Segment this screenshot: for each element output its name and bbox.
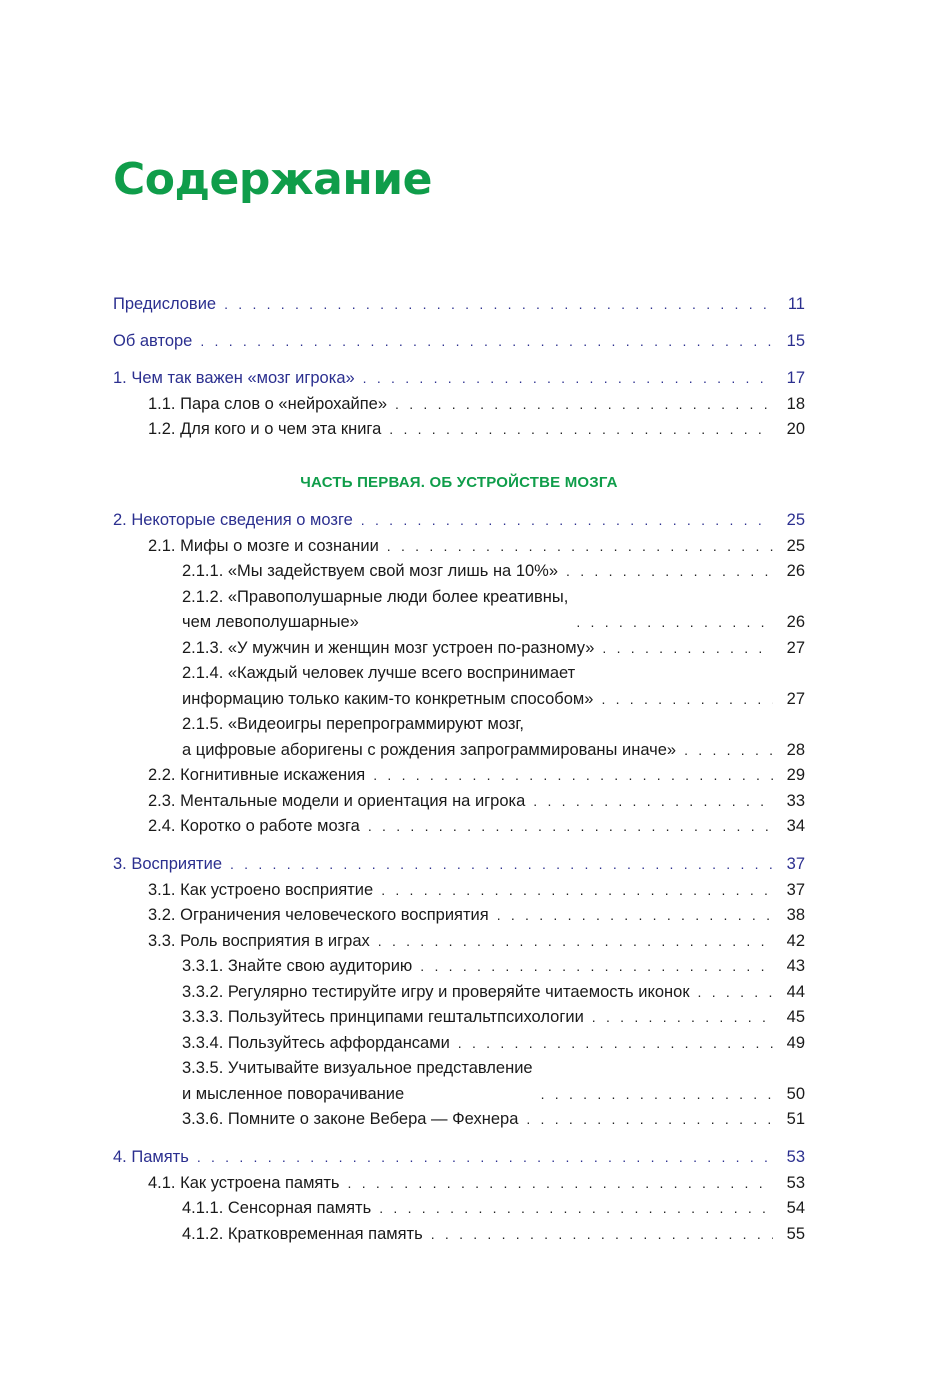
toc-subsection-entry[interactable] [113, 559, 805, 585]
toc-subsection-entry[interactable] [113, 1005, 805, 1031]
toc-entry-label: 4. Память [113, 1148, 189, 1166]
toc-entry-label: 3.3.6. Помните о законе Вебера — Фехнера [182, 1110, 519, 1128]
toc-entry-line-2: и мысленное поворачивание [182, 1084, 405, 1103]
toc-page-number: 53 [786, 1148, 805, 1166]
toc-entry-label: 2.1.1. «Мы задействуем свой мозг лишь на 10%» [182, 562, 559, 580]
dot-leader [197, 1145, 773, 1171]
toc-page-number: 37 [786, 880, 805, 899]
dot-leader [395, 392, 773, 418]
toc-entry-label [182, 585, 576, 636]
toc-front-block [113, 292, 805, 318]
toc-chapter-entry[interactable] [113, 852, 805, 878]
toc-entry-label: 2.1. Мифы о мозге и сознании [148, 536, 379, 555]
toc-entry-label: Предисловие [113, 295, 217, 313]
toc-entry-label: 3.3.3. Пользуйтесь принципами гештальтпсихологии [182, 1008, 584, 1026]
dot-leader [420, 954, 773, 980]
dot-leader [387, 534, 773, 560]
toc-entry-label: 4.1.2. Кратковременная память [182, 1224, 423, 1243]
toc-subsection-entry[interactable] [113, 954, 805, 980]
dot-leader [378, 929, 773, 955]
toc-page-number: 50 [786, 1084, 805, 1103]
toc-chapter-entry[interactable] [113, 1145, 805, 1171]
toc-entry-line-1: 3.3.5. Учитывайте визуальное представление [182, 1059, 533, 1077]
dot-leader [200, 329, 773, 355]
toc-page-number: 43 [786, 957, 805, 975]
toc-entry-label [182, 1056, 541, 1107]
toc-subsection-entry[interactable] [113, 1107, 805, 1133]
toc-entry-label: 3.3.2. Регулярно тестируйте игру и проверяйте читаемость иконок [182, 982, 690, 1001]
dot-leader [497, 903, 773, 929]
toc-page-number: 54 [786, 1199, 805, 1217]
toc-entry-line-1: 2.1.2. «Правополушарные люди более креативны, [182, 587, 569, 606]
dot-leader [389, 417, 773, 443]
toc-entry-label: 2. Некоторые сведения о мозге [113, 511, 353, 529]
toc-section-entry[interactable] [113, 903, 805, 929]
toc-entry-label: 3.1. Как устроено восприятие [148, 880, 374, 899]
toc-section-entry[interactable] [113, 878, 805, 904]
toc-entry-label: 1.1. Пара слов о «нейрохайпе» [148, 394, 388, 413]
toc-entry-label: 2.2. Когнитивные искажения [148, 766, 366, 784]
toc-page-number: 42 [786, 931, 805, 950]
toc-section-entry[interactable] [113, 417, 805, 443]
toc-page-number: 15 [786, 332, 805, 350]
toc-page-number: 51 [786, 1110, 805, 1128]
part-heading: ЧАСТЬ ПЕРВАЯ. ОБ УСТРОЙСТВЕ МОЗГА [300, 474, 618, 491]
dot-leader [592, 1005, 773, 1031]
toc-section-entry[interactable] [113, 534, 805, 560]
toc-entry-line-1: 2.1.4. «Каждый человек лучше всего воспринимает [182, 664, 576, 682]
toc-entry-label: 1. Чем так важен «мозг игрока» [113, 369, 355, 387]
toc-entry-label: 2.1.3. «У мужчин и женщин мозг устроен по-разному» [182, 638, 595, 657]
toc-entry-line-2: информацию только каким-то конкретным способом» [182, 689, 594, 708]
toc-page-number: 25 [786, 511, 805, 529]
toc-subsection-entry[interactable] [113, 712, 805, 763]
toc-chapter-entry[interactable] [113, 366, 805, 392]
toc-page-number: 45 [786, 1008, 805, 1026]
dot-leader [541, 1082, 773, 1108]
toc-subsection-entry[interactable] [113, 1196, 805, 1222]
toc-page-number: 53 [786, 1173, 805, 1192]
toc-section-entry[interactable] [113, 1171, 805, 1197]
toc-subsection-entry[interactable] [113, 980, 805, 1006]
toc-entry-line-2: а цифровые аборигены с рождения запрограммированы иначе» [182, 740, 677, 759]
dot-leader [381, 878, 773, 904]
toc-entry-label: Об авторе [113, 332, 193, 350]
toc-entry-label: 2.4. Коротко о работе мозга [148, 817, 360, 835]
dot-leader [361, 508, 773, 534]
dot-leader [458, 1031, 773, 1057]
toc-subsection-entry[interactable] [113, 585, 805, 636]
toc-chapter-2 [113, 508, 805, 840]
toc-page-number: 28 [786, 740, 805, 759]
toc-page-number: 55 [786, 1224, 805, 1243]
toc-page-number: 33 [786, 791, 805, 810]
toc-entry-label: 1.2. Для кого и о чем эта книга [148, 420, 382, 438]
page-title: Содержание [113, 154, 432, 205]
toc-entry-label: 3.3.1. Знайте свою аудиторию [182, 957, 413, 975]
toc-chapter-1 [113, 366, 805, 443]
dot-leader [566, 559, 773, 585]
toc-entry-label: 4.1.1. Сенсорная память [182, 1199, 372, 1217]
toc-page-number: 25 [786, 536, 805, 555]
dot-leader [348, 1171, 773, 1197]
toc-entry-label [182, 661, 601, 712]
toc-page-number: 18 [786, 394, 805, 413]
toc-entry-label: 4.1. Как устроена память [148, 1173, 340, 1192]
toc-entry-label: 3.3. Роль восприятия в играх [148, 931, 370, 950]
toc-subsection-entry[interactable] [113, 1222, 805, 1248]
toc-section-entry[interactable] [113, 763, 805, 789]
toc-page-number: 26 [786, 613, 805, 631]
toc-page-number: 11 [787, 295, 805, 313]
toc-entry-label: 2.3. Ментальные модели и ориентация на игрока [148, 791, 526, 810]
toc-entry-line-1: 2.1.5. «Видеоигры перепрограммируют мозг, [182, 715, 525, 733]
dot-leader [431, 1222, 773, 1248]
toc-subsection-entry[interactable] [113, 1056, 805, 1107]
toc-section-entry[interactable] [113, 392, 805, 418]
dot-leader [533, 789, 773, 815]
dot-leader [602, 636, 773, 662]
toc-chapter-entry[interactable] [113, 508, 805, 534]
dot-leader [601, 687, 773, 713]
dot-leader [698, 980, 773, 1006]
toc-entry-line-2: чем левополушарные» [182, 613, 359, 631]
toc-page-number: 34 [786, 817, 805, 835]
toc-page-number: 38 [786, 906, 805, 924]
toc-entry-preface[interactable] [113, 292, 805, 318]
toc-section-entry[interactable] [113, 814, 805, 840]
toc-page-number: 27 [786, 689, 805, 708]
toc-section-entry[interactable] [113, 789, 805, 815]
toc-page-number: 17 [786, 369, 805, 387]
toc-entry-label: 3.3.4. Пользуйтесь аффордансами [182, 1033, 450, 1052]
toc-subsection-entry[interactable] [113, 1031, 805, 1057]
toc-subsection-entry[interactable] [113, 661, 805, 712]
toc-chapter-4 [113, 1145, 805, 1247]
toc-entry-label: 3. Восприятие [113, 855, 222, 873]
toc-page-number: 26 [786, 562, 805, 580]
toc-page-number: 20 [786, 420, 805, 438]
toc-section-entry[interactable] [113, 929, 805, 955]
dot-leader [526, 1107, 773, 1133]
toc-page-number: 44 [786, 982, 805, 1001]
toc-about-block [113, 329, 805, 355]
toc-entry-label [182, 712, 684, 763]
dot-leader [224, 292, 773, 318]
dot-leader [368, 814, 773, 840]
toc-page-number: 37 [786, 855, 805, 873]
toc-subsection-entry[interactable] [113, 636, 805, 662]
dot-leader [576, 610, 773, 636]
dot-leader [373, 763, 773, 789]
dot-leader [684, 738, 773, 764]
dot-leader [230, 852, 773, 878]
toc-page-number: 27 [786, 638, 805, 657]
dot-leader [363, 366, 773, 392]
toc-page-number: 49 [786, 1033, 805, 1052]
toc-entry-label: 3.2. Ограничения человеческого восприятия [148, 906, 489, 924]
toc-entry-about-author[interactable] [113, 329, 805, 355]
toc-page-number: 29 [786, 766, 805, 784]
toc-chapter-3 [113, 852, 805, 1133]
dot-leader [379, 1196, 773, 1222]
